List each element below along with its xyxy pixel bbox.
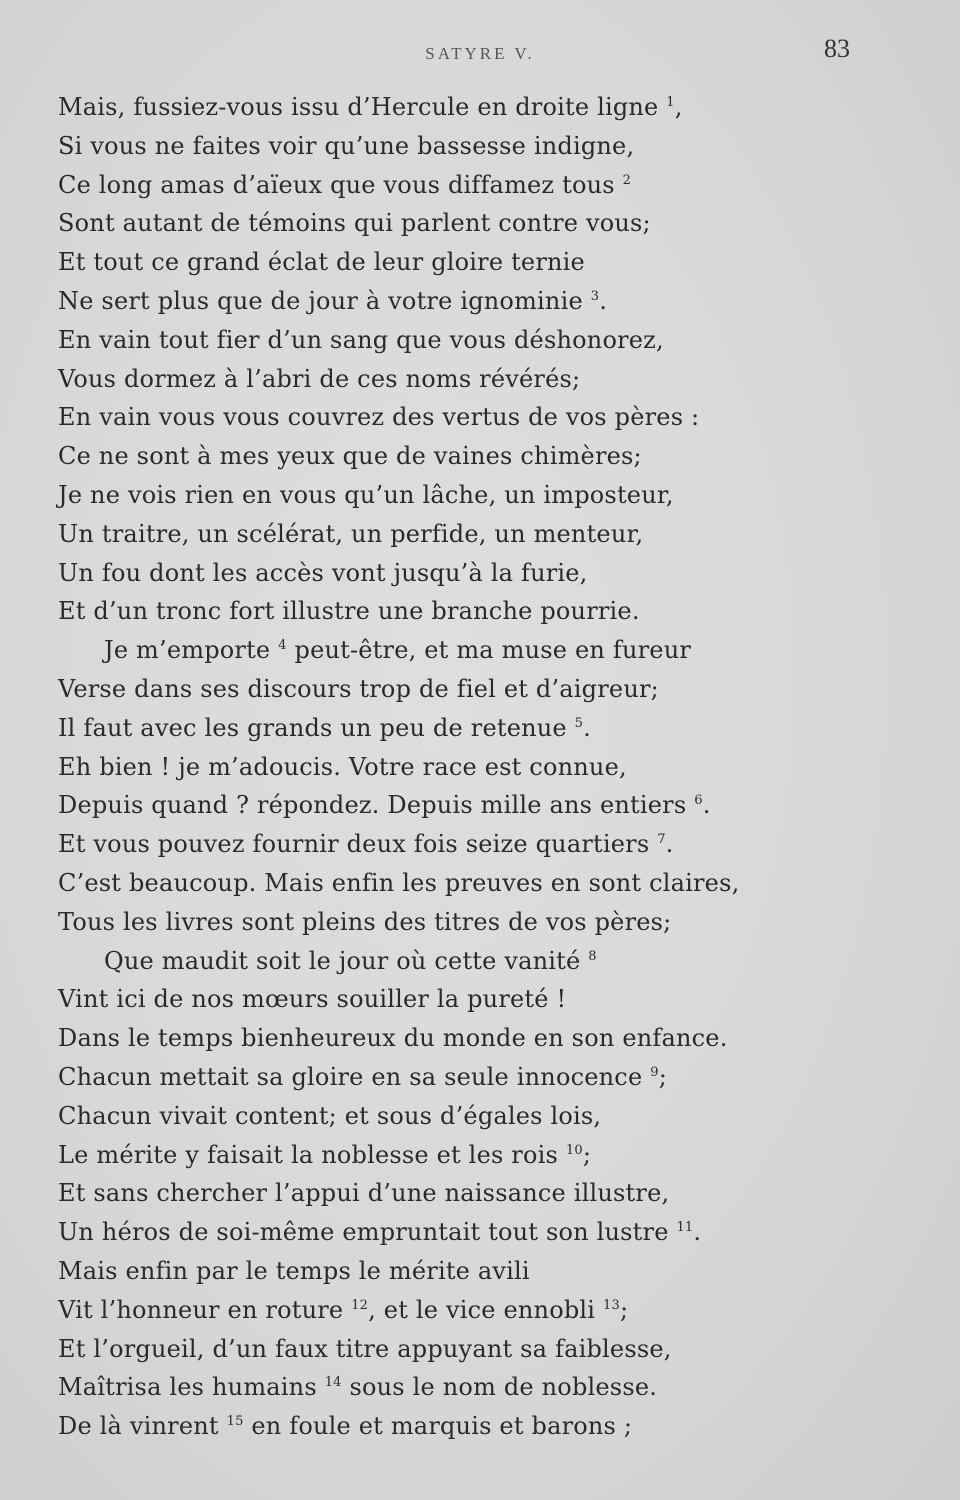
verse-line (58, 1058, 918, 1097)
verse-text-continued: , et le vice ennobli (368, 1295, 596, 1324)
verse-text: Le mérite y faisait la noblesse et les rois (58, 1140, 559, 1169)
verse-line (58, 1330, 918, 1369)
verse-text: Il faut avec les grands un peu de retenue (58, 713, 567, 742)
footnote-marker: 14 (324, 1375, 342, 1391)
footnote-marker: 4 (278, 638, 287, 654)
footnote-marker: 6 (694, 793, 703, 809)
verse-line (58, 980, 918, 1019)
footnote-marker: 5 (574, 715, 584, 731)
verse-line (58, 1097, 918, 1136)
verse-text: Ne sert plus que de jour à votre ignominie (58, 286, 583, 315)
verse-line (58, 321, 918, 360)
verse-line (58, 166, 918, 205)
verse-line (58, 1213, 918, 1252)
verse-text-continued: . (702, 791, 711, 820)
footnote-marker: 12 (351, 1297, 369, 1313)
verse-line (58, 1136, 918, 1175)
page-number: 83 (824, 34, 850, 63)
verse-block (58, 88, 918, 1446)
verse-text-continued: . (693, 1218, 702, 1247)
footnote-marker: 9 (650, 1064, 659, 1080)
verse-text: Sont autant de témoins qui parlent contre vous; (58, 209, 651, 238)
verse-text: En vain vous vous couvrez des vertus de vos pères : (58, 403, 700, 432)
verse-text: Et tout ce grand éclat de leur gloire ternie (58, 248, 585, 277)
verse-line (58, 476, 918, 515)
verse-text: De là vinrent (58, 1412, 219, 1441)
verse-text: Dans le temps bienheureux du monde en son enfance. (58, 1024, 728, 1053)
verse-text-continued: peut-être, et ma muse en fureur (286, 636, 692, 665)
verse-text-continued: , (674, 93, 683, 121)
verse-text: Je m’emporte (104, 636, 271, 665)
footnote-marker: 3 (590, 288, 600, 304)
verse-text: Et sans chercher l’appui d’une naissance illustre, (58, 1179, 670, 1208)
verse-text: Eh bien ! je m’adoucis. Votre race est connue, (58, 752, 627, 781)
verse-line (58, 243, 918, 282)
verse-text: Si vous ne faites voir qu’une bassesse indigne, (58, 131, 635, 160)
verse-text: Un traitre, un scélérat, un perfide, un menteur, (58, 519, 644, 548)
footnote-marker: 15 (226, 1414, 244, 1430)
verse-text-continued: ; (619, 1295, 629, 1324)
verse-text-continued: ; (582, 1140, 592, 1169)
verse-text: Un héros de soi-même empruntait tout son lustre (58, 1218, 669, 1247)
verse-text: Un fou dont les accès vont jusqu’à la furie, (58, 558, 588, 587)
verse-text-continued: . (599, 286, 608, 315)
verse-text: En vain tout fier d’un sang que vous déshonorez, (58, 325, 664, 354)
verse-line (58, 748, 918, 787)
verse-text: Vit l’honneur en roture (58, 1295, 344, 1324)
verse-line (58, 554, 918, 593)
verse-text: Vint ici de nos mœurs souiller la pureté ! (58, 985, 567, 1014)
verse-line (58, 88, 918, 127)
verse-line (58, 515, 918, 554)
verse-line (58, 670, 918, 709)
footnote-marker: 10 (565, 1142, 583, 1158)
verse-text-continued: ; (658, 1062, 667, 1091)
verse-line (58, 825, 918, 864)
verse-text: Depuis quand ? répondez. Depuis mille ans entiers (58, 791, 687, 820)
verse-line (58, 1174, 918, 1213)
verse-text: Mais enfin par le temps le mérite avili (58, 1256, 530, 1285)
verse-line (58, 1407, 918, 1446)
footnote-marker: 8 (588, 948, 597, 964)
verse-line (58, 1291, 918, 1330)
verse-text: Que maudit soit le jour où cette vanité (104, 946, 581, 975)
verse-text: Vous dormez à l’abri de ces noms révérés; (58, 364, 581, 393)
verse-line (58, 786, 918, 825)
footnote-marker: 7 (657, 832, 666, 848)
verse-text-continued: . (665, 830, 674, 859)
footnote-marker: 11 (676, 1220, 694, 1236)
verse-line (58, 709, 918, 748)
verse-line (58, 1019, 918, 1058)
verse-text: Chacun vivait content; et sous d’égales lois, (58, 1101, 602, 1130)
verse-text: Tous les livres sont pleins des titres de vos pères; (58, 907, 672, 936)
running-head: SATYRE V. (425, 44, 535, 63)
verse-text-continued: . (583, 713, 591, 742)
footnote-marker: 1 (666, 95, 675, 110)
verse-line (58, 204, 918, 243)
footnote-marker: 13 (603, 1297, 620, 1313)
verse-text: Mais, fussiez-vous issu d’Hercule en droite ligne (58, 93, 659, 121)
verse-text-continued: en foule et marquis et barons ; (243, 1412, 633, 1441)
verse-line (58, 282, 918, 321)
verse-text: Et l’orgueil, d’un faux titre appuyant sa faiblesse, (58, 1334, 672, 1363)
verse-text: Ce long amas d’aïeux que vous diffamez tous (58, 170, 615, 199)
verse-line (58, 398, 918, 437)
footnote-marker: 2 (622, 172, 632, 188)
verse-text: Et d’un tronc fort illustre une branche pourrie. (58, 597, 640, 626)
verse-text: Je ne vois rien en vous qu’un lâche, un imposteur, (58, 480, 674, 509)
verse-text: Et vous pouvez fournir deux fois seize quartiers (58, 830, 650, 859)
verse-line (58, 631, 918, 670)
verse-text: C’est beaucoup. Mais enfin les preuves en sont claires, (58, 868, 740, 897)
verse-line (58, 592, 918, 631)
verse-line (58, 437, 918, 476)
verse-line (58, 942, 918, 981)
verse-text: Verse dans ses discours trop de fiel et d’aigreur; (58, 674, 659, 703)
verse-line (58, 1368, 918, 1407)
verse-text: Ce ne sont à mes yeux que de vaines chimères; (58, 442, 642, 471)
verse-text: Maîtrisa les humains (58, 1373, 317, 1402)
verse-text: Chacun mettait sa gloire en sa seule innocence (58, 1062, 643, 1091)
verse-line (58, 360, 918, 399)
verse-line (58, 864, 918, 903)
verse-line (58, 127, 918, 166)
verse-line (58, 903, 918, 942)
verse-text-continued: sous le nom de noblesse. (341, 1373, 658, 1402)
verse-line (58, 1252, 918, 1291)
